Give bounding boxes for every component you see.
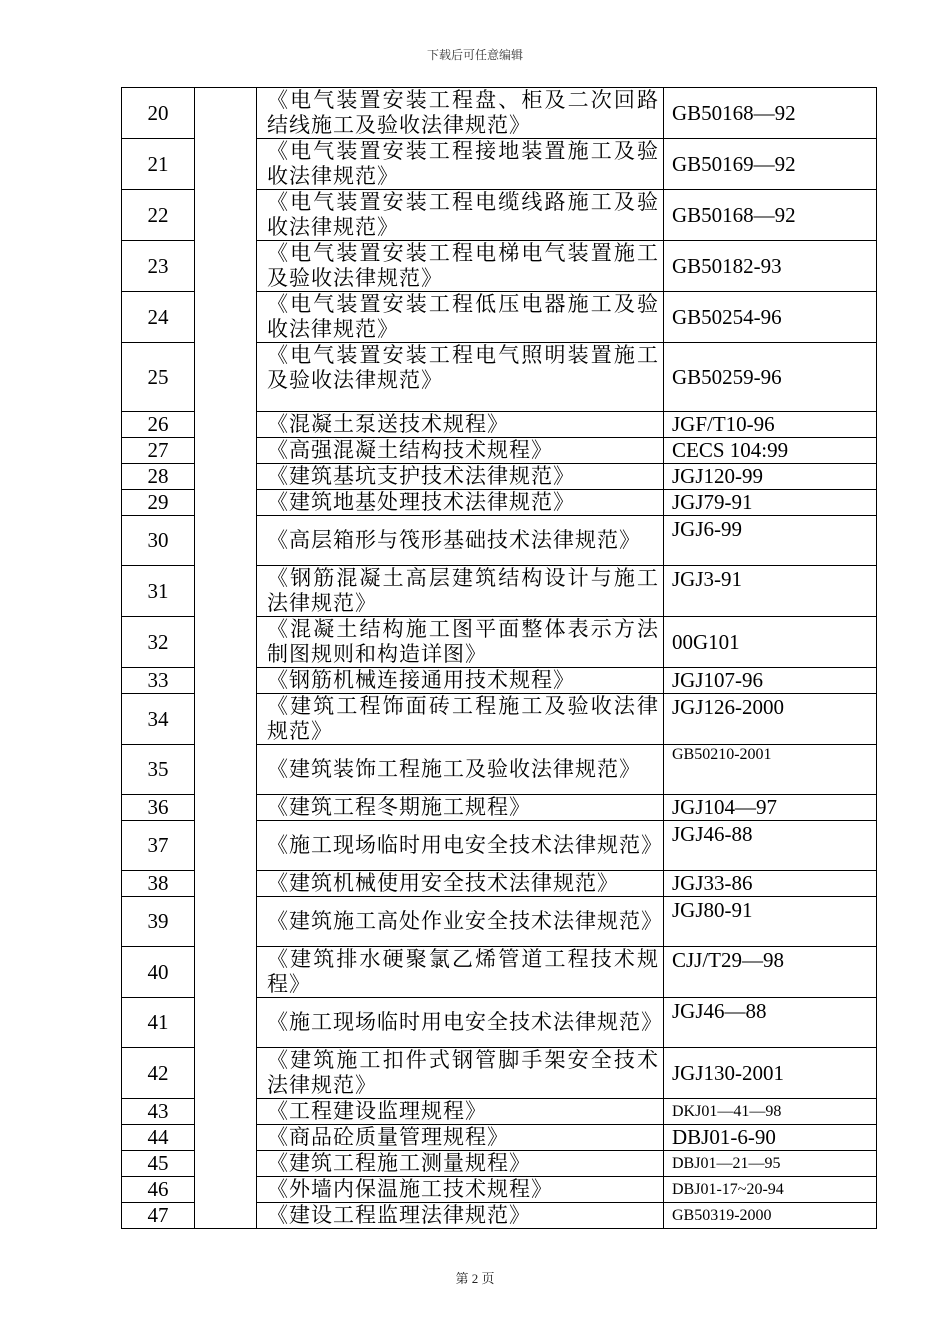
- standard-code: GB50210-2001: [664, 745, 877, 795]
- standard-code: DBJ01-17~20-94: [664, 1177, 877, 1203]
- standard-code: JGJ120-99: [664, 464, 877, 490]
- standard-title: 《建设工程监理法律规范》: [257, 1203, 664, 1229]
- standard-title: 《建筑工程冬期施工规程》: [257, 795, 664, 821]
- standard-title: 《钢筋机械连接通用技术规程》: [257, 668, 664, 694]
- standard-title: 《外墙内保温施工技术规程》: [257, 1177, 664, 1203]
- standard-title: 《混凝土泵送技术规程》: [257, 412, 664, 438]
- row-number: 22: [122, 190, 195, 241]
- standard-title: 《电气装置安装工程接地装置施工及验收法律规范》: [257, 139, 664, 190]
- standard-code: GB50168—92: [664, 190, 877, 241]
- standard-code: JGJ3-91: [664, 566, 877, 617]
- standard-code: JGF/T10-96: [664, 412, 877, 438]
- standard-title: 《电气装置安装工程低压电器施工及验收法律规范》: [257, 292, 664, 343]
- row-number: 24: [122, 292, 195, 343]
- standard-title: 《建筑排水硬聚氯乙烯管道工程技术规程》: [257, 947, 664, 998]
- standard-code: DKJ01—41—98: [664, 1099, 877, 1125]
- standard-code: GB50254-96: [664, 292, 877, 343]
- row-number: 39: [122, 897, 195, 947]
- standard-title: 《电气装置安装工程电气照明装置施工及验收法律规范》: [257, 343, 664, 412]
- standard-code: JGJ33-86: [664, 871, 877, 897]
- row-number: 47: [122, 1203, 195, 1229]
- table-row: [122, 88, 877, 139]
- row-number: 40: [122, 947, 195, 998]
- standard-title: 《建筑装饰工程施工及验收法律规范》: [257, 745, 664, 795]
- row-number: 45: [122, 1151, 195, 1177]
- standard-title: 《商品砼质量管理规程》: [257, 1125, 664, 1151]
- standard-title: 《建筑施工高处作业安全技术法律规范》: [257, 897, 664, 947]
- standard-code: JGJ80-91: [664, 897, 877, 947]
- standards-table: [121, 87, 877, 1229]
- standard-code: JGJ6-99: [664, 516, 877, 566]
- standard-code: JGJ46-88: [664, 821, 877, 871]
- standard-code: JGJ130-2001: [664, 1048, 877, 1099]
- standard-title: 《施工现场临时用电安全技术法律规范》: [257, 821, 664, 871]
- row-number: 44: [122, 1125, 195, 1151]
- row-number: 26: [122, 412, 195, 438]
- standard-title: 《建筑地基处理技术法律规范》: [257, 490, 664, 516]
- standard-code: GB50169—92: [664, 139, 877, 190]
- standard-code: 00G101: [664, 617, 877, 668]
- standard-title: 《工程建设监理规程》: [257, 1099, 664, 1125]
- row-number: 42: [122, 1048, 195, 1099]
- standard-title: 《建筑机械使用安全技术法律规范》: [257, 871, 664, 897]
- row-number: 25: [122, 343, 195, 412]
- row-number: 27: [122, 438, 195, 464]
- row-number: 30: [122, 516, 195, 566]
- standard-title: 《混凝土结构施工图平面整体表示方法制图规则和构造详图》: [257, 617, 664, 668]
- standard-code: JGJ79-91: [664, 490, 877, 516]
- row-number: 37: [122, 821, 195, 871]
- row-number: 38: [122, 871, 195, 897]
- row-number: 33: [122, 668, 195, 694]
- page-footer: 第 2 页: [455, 1271, 495, 1286]
- standard-code: GB50259-96: [664, 343, 877, 412]
- category-cell: [195, 88, 257, 1229]
- row-number: 21: [122, 139, 195, 190]
- standard-code: JGJ104—97: [664, 795, 877, 821]
- standard-code: GB50182-93: [664, 241, 877, 292]
- standard-title: 《建筑基坑支护技术法律规范》: [257, 464, 664, 490]
- standard-title: 《钢筋混凝土高层建筑结构设计与施工法律规范》: [257, 566, 664, 617]
- row-number: 23: [122, 241, 195, 292]
- standard-code: CECS 104:99: [664, 438, 877, 464]
- standard-code: JGJ126-2000: [664, 694, 877, 745]
- row-number: 31: [122, 566, 195, 617]
- standard-code: GB50319-2000: [664, 1203, 877, 1229]
- row-number: 46: [122, 1177, 195, 1203]
- standard-title: 《建筑工程施工测量规程》: [257, 1151, 664, 1177]
- standard-title: 《高层箱形与筏形基础技术法律规范》: [257, 516, 664, 566]
- page-header: 下载后可任意编辑: [426, 48, 523, 62]
- standard-code: GB50168—92: [664, 88, 877, 139]
- row-number: 29: [122, 490, 195, 516]
- row-number: 28: [122, 464, 195, 490]
- standard-code: DBJ01-6-90: [664, 1125, 877, 1151]
- row-number: 35: [122, 745, 195, 795]
- row-number: 32: [122, 617, 195, 668]
- standard-code: CJJ/T29—98: [664, 947, 877, 998]
- row-number: 43: [122, 1099, 195, 1125]
- standard-code: JGJ107-96: [664, 668, 877, 694]
- standard-code: DBJ01—21—95: [664, 1151, 877, 1177]
- row-number: 36: [122, 795, 195, 821]
- row-number: 20: [122, 88, 195, 139]
- row-number: 41: [122, 998, 195, 1048]
- standard-title: 《高强混凝土结构技术规程》: [257, 438, 664, 464]
- standard-title: 《建筑工程饰面砖工程施工及验收法律规范》: [257, 694, 664, 745]
- standard-code: JGJ46—88: [664, 998, 877, 1048]
- standard-title: 《电气装置安装工程电缆线路施工及验收法律规范》: [257, 190, 664, 241]
- standard-title: 《施工现场临时用电安全技术法律规范》: [257, 998, 664, 1048]
- standard-title: 《电气装置安装工程电梯电气装置施工及验收法律规范》: [257, 241, 664, 292]
- standard-title: 《电气装置安装工程盘、柜及二次回路结线施工及验收法律规范》: [257, 88, 664, 139]
- standard-title: 《建筑施工扣件式钢管脚手架安全技术法律规范》: [257, 1048, 664, 1099]
- row-number: 34: [122, 694, 195, 745]
